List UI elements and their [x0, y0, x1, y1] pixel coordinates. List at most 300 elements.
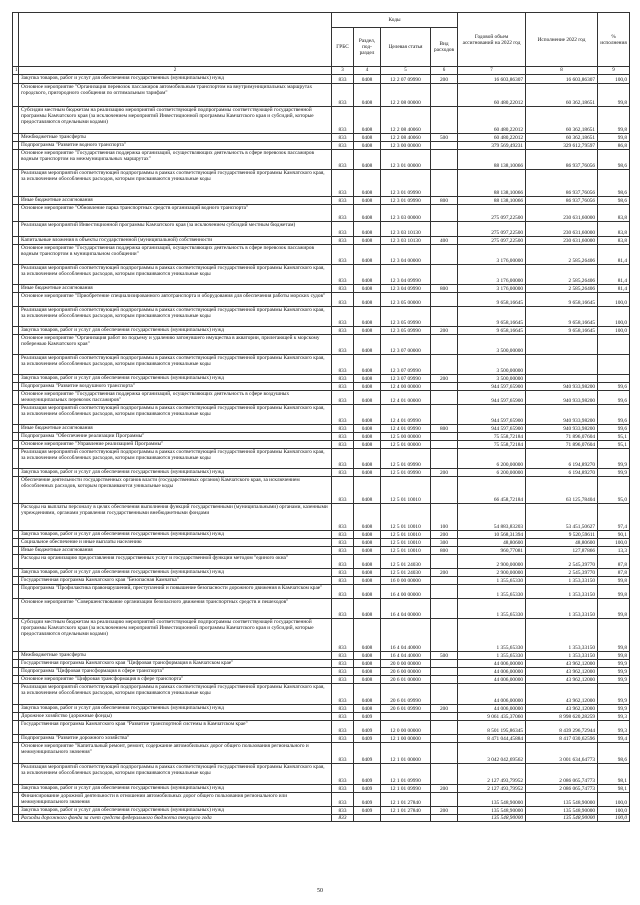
- row-annual: 44 006,00000: [458, 684, 526, 705]
- row-grbs: 833: [332, 441, 354, 449]
- row-annual: 60 480,22012: [458, 107, 526, 134]
- row-exp-type: [431, 743, 458, 764]
- row-target: 12 4 01 09990: [381, 425, 431, 433]
- row-executed: 48,80600: [526, 539, 598, 547]
- row-executed: 2 086 065,74773: [526, 785, 598, 793]
- table-row: [13, 441, 630, 449]
- row-percent: 86,8: [598, 142, 630, 150]
- row-target: 12 3 05 09990: [381, 307, 431, 327]
- row-grbs: 833: [332, 539, 354, 547]
- row-annual: 60 480,22012: [458, 134, 526, 142]
- table-row: [13, 245, 630, 265]
- row-section: 0408: [354, 245, 381, 265]
- row-percent: 99,9: [598, 668, 630, 676]
- row-section: 0408: [354, 142, 381, 150]
- table-row: [13, 793, 630, 807]
- row-section: 0408: [354, 197, 381, 205]
- row-annual: 2 127 493,79952: [458, 785, 526, 793]
- row-grbs: 833: [332, 222, 354, 237]
- table-row: [13, 577, 630, 585]
- table-row: [13, 75, 630, 84]
- table-row: [13, 222, 630, 237]
- row-grbs: 833: [332, 469, 354, 477]
- row-grbs: 833: [332, 764, 354, 785]
- row-grbs: 833: [332, 335, 354, 355]
- row-exp-type: [431, 405, 458, 425]
- row-executed: 135 548,90000: [526, 807, 598, 815]
- row-section: 0408: [354, 555, 381, 569]
- table-row: [13, 785, 630, 793]
- row-name: Основное мероприятие "Государственная поддержка организаций, осуществляющих деятельность в сфере воздушных межмуниципальных перевозок пассажиров": [19, 391, 332, 405]
- row-annual: 9 658,16645: [458, 327, 526, 335]
- row-name: Капитальные вложения в объекты государственной (муниципальной) собственности: [19, 237, 332, 245]
- row-grbs: 833: [332, 355, 354, 375]
- table-row: [13, 150, 630, 170]
- row-executed: 940 933,98200: [526, 425, 598, 433]
- row-percent: 99,9: [598, 449, 630, 469]
- row-exp-type: [431, 599, 458, 619]
- row-name: Подпрограмма "Цифровая трансформация в сфере транспорта": [19, 668, 332, 676]
- table-row: [13, 660, 630, 668]
- row-annual: 944 597,65900: [458, 425, 526, 433]
- row-section: 0408: [354, 134, 381, 142]
- row-percent: 99,9: [598, 676, 630, 684]
- col-number: 1: [13, 67, 19, 75]
- header-section: Раздел, под-раздел: [354, 28, 381, 67]
- row-name: Реализация мероприятий соответствующей подпрограммы в рамках соответствующей государственной программы Камчатского края, за исключением обособленных расходов, которым присваиваются уникальные коды: [19, 684, 332, 705]
- row-name: Закупка товаров, работ и услуг для обеспечения государственных (муниципальных) нужд: [19, 807, 332, 815]
- row-annual: 9 658,16645: [458, 293, 526, 307]
- row-section: 0408: [354, 477, 381, 504]
- row-annual: 9 061 435,37060: [458, 713, 526, 721]
- table-row: [13, 237, 630, 245]
- row-percent: 90,1: [598, 531, 630, 539]
- row-grbs: 833: [332, 599, 354, 619]
- row-exp-type: 500: [431, 134, 458, 142]
- row-grbs: 833: [332, 391, 354, 405]
- row-section: 0408: [354, 405, 381, 425]
- row-percent: [598, 335, 630, 355]
- row-grbs: 833: [332, 668, 354, 676]
- row-percent: 98,1: [598, 785, 630, 793]
- row-target: 12 5 01 24030: [381, 555, 431, 569]
- table-body: [13, 75, 630, 815]
- row-name: Основное мероприятие "Государственная поддержка организаций, осуществляющих деятельность в сфере перевозок пассажиров водным транспортом на межмуниципальных маршрутах": [19, 150, 332, 170]
- table-row: [13, 539, 630, 547]
- row-grbs: 833: [332, 705, 354, 713]
- row-percent: 99,8: [598, 84, 630, 107]
- row-section: 0408: [354, 449, 381, 469]
- row-exp-type: [431, 449, 458, 469]
- row-exp-type: [431, 735, 458, 743]
- row-grbs: 833: [332, 569, 354, 577]
- row-exp-type: 800: [431, 285, 458, 293]
- table-row: [13, 555, 630, 569]
- row-grbs: 833: [332, 547, 354, 555]
- table-row: [13, 449, 630, 469]
- table-row: [13, 569, 630, 577]
- row-annual: 3 176,00000: [458, 265, 526, 285]
- row-grbs: 833: [332, 383, 354, 391]
- row-exp-type: [431, 555, 458, 569]
- row-annual: 944 597,65900: [458, 383, 526, 391]
- row-exp-type: [431, 668, 458, 676]
- row-executed: 6 194,89270: [526, 449, 598, 469]
- table-row: [13, 764, 630, 785]
- col-number: 6: [431, 67, 458, 75]
- row-executed: 2 585,26406: [526, 245, 598, 265]
- row-executed: 43 962,12000: [526, 676, 598, 684]
- row-name: Реализация мероприятий соответствующей подпрограммы в рамках соответствующей государственной программы Камчатского края, за исключением обособленных расходов, которым присваиваются уникальные коды: [19, 307, 332, 327]
- row-target: 12 3 03 10130: [381, 237, 431, 245]
- row-name: Основное мероприятие "Организация работ по подъему и удалению затонувшего имущества в акватории, прилегающей к морскому побережью Камчатского края": [19, 335, 332, 355]
- table-row: [13, 676, 630, 684]
- row-name: Закупка товаров, работ и услуг для обеспечения государственных (муниципальных) нужд: [19, 75, 332, 84]
- row-grbs: 833: [332, 449, 354, 469]
- row-exp-type: [431, 660, 458, 668]
- row-annual: 3 042 042,69562: [458, 743, 526, 764]
- row-executed: 63 125,78404: [526, 477, 598, 504]
- row-annual: 10 568,31394: [458, 531, 526, 539]
- row-section: 0408: [354, 150, 381, 170]
- row-percent: 100,0: [598, 293, 630, 307]
- table-row: [13, 327, 630, 335]
- row-exp-type: [431, 793, 458, 807]
- row-target: 12 3 03 10130: [381, 222, 431, 237]
- row-percent: 100,0: [598, 793, 630, 807]
- row-annual: 944 597,65900: [458, 405, 526, 425]
- table-row: [13, 134, 630, 142]
- row-target: 12 3 03 00000: [381, 205, 431, 222]
- row-exp-type: 200: [431, 469, 458, 477]
- row-exp-type: [431, 307, 458, 327]
- table-row: [13, 807, 630, 815]
- footer-row: [13, 815, 630, 822]
- row-grbs: 833: [332, 237, 354, 245]
- row-target: 12 3 05 09990: [381, 327, 431, 335]
- row-executed: 329 612,79597: [526, 142, 598, 150]
- row-annual: 48,80600: [458, 539, 526, 547]
- row-target: 12 2 07 09990: [381, 75, 431, 84]
- row-percent: 99,9: [598, 469, 630, 477]
- row-section: 0408: [354, 441, 381, 449]
- row-name: Закупка товаров, работ и услуг для обеспечения государственных (муниципальных) нужд: [19, 785, 332, 793]
- footer-name: Расходы дорожного фонда за счет средств федерального бюджета текущего года: [19, 815, 332, 822]
- row-executed: 53 451,50627: [526, 504, 598, 531]
- row-section: 0408: [354, 293, 381, 307]
- row-executed: 6 194,89270: [526, 469, 598, 477]
- row-percent: 81,4: [598, 285, 630, 293]
- row-percent: 100,0: [598, 307, 630, 327]
- row-section: 0408: [354, 547, 381, 555]
- row-annual: 3 176,00000: [458, 245, 526, 265]
- row-section: 0409: [354, 713, 381, 721]
- row-name: Реализация мероприятий соответствующей подпрограммы в рамках соответствующей государственной программы Камчатского края, за исключением обособленных расходов, которым присваиваются уникальные коды: [19, 764, 332, 785]
- row-percent: 99,6: [598, 425, 630, 433]
- row-percent: 99,8: [598, 599, 630, 619]
- row-percent: [598, 375, 630, 383]
- row-annual: 75 558,72184: [458, 441, 526, 449]
- row-percent: 81,4: [598, 265, 630, 285]
- row-annual: 44 006,00000: [458, 676, 526, 684]
- row-percent: 100,0: [598, 75, 630, 84]
- row-target: 12 1 01 09990: [381, 785, 431, 793]
- row-section: 0408: [354, 335, 381, 355]
- row-target: 12 5 00 00000: [381, 433, 431, 441]
- row-target: 12 1 01 09990: [381, 764, 431, 785]
- row-grbs: 833: [332, 660, 354, 668]
- row-section: 0408: [354, 237, 381, 245]
- row-section: 0408: [354, 668, 381, 676]
- row-executed: 43 962,12000: [526, 684, 598, 705]
- table-row: [13, 743, 630, 764]
- row-annual: 2 900,00000: [458, 555, 526, 569]
- row-section: 0408: [354, 383, 381, 391]
- row-percent: 99,6: [598, 391, 630, 405]
- row-exp-type: [431, 245, 458, 265]
- row-exp-type: [431, 721, 458, 735]
- row-percent: 98,6: [598, 170, 630, 197]
- row-annual: 135 548,90000: [458, 807, 526, 815]
- row-percent: 99,6: [598, 383, 630, 391]
- row-percent: 83,8: [598, 237, 630, 245]
- row-exp-type: [431, 433, 458, 441]
- col-number: 9: [598, 67, 630, 75]
- row-executed: 230 631,60000: [526, 205, 598, 222]
- row-executed: 16 603,86307: [526, 75, 598, 84]
- row-annual: 135 548,90000: [458, 793, 526, 807]
- row-grbs: 833: [332, 197, 354, 205]
- row-executed: 230 631,60000: [526, 237, 598, 245]
- row-target: 12 5 01 00000: [381, 441, 431, 449]
- row-percent: 87,8: [598, 569, 630, 577]
- row-annual: 275 097,22500: [458, 222, 526, 237]
- row-exp-type: [431, 107, 458, 134]
- row-exp-type: 200: [431, 785, 458, 793]
- row-executed: 86 937,76056: [526, 170, 598, 197]
- table-row: [13, 433, 630, 441]
- row-section: 0408: [354, 705, 381, 713]
- row-name: Расходы на организацию предоставления государственных услуг и государственной функции методом "единого окна": [19, 555, 332, 569]
- row-annual: 275 097,22500: [458, 205, 526, 222]
- row-annual: 60 480,22012: [458, 84, 526, 107]
- row-exp-type: [431, 84, 458, 107]
- row-exp-type: [431, 150, 458, 170]
- row-executed: 135 548,90000: [526, 793, 598, 807]
- table-row: [13, 652, 630, 660]
- row-target: 20 6 01 09990: [381, 705, 431, 713]
- row-name: Закупка товаров, работ и услуг для обеспечения государственных (муниципальных) нужд: [19, 705, 332, 713]
- row-name: Реализация мероприятий соответствующей подпрограммы в рамках соответствующей государственной программы Камчатского края, за исключением обособленных расходов, которым присваиваются уникальные коды: [19, 265, 332, 285]
- table-row: [13, 469, 630, 477]
- row-grbs: 833: [332, 477, 354, 504]
- table-row: [13, 619, 630, 652]
- row-section: 0409: [354, 743, 381, 764]
- row-percent: 99,9: [598, 705, 630, 713]
- row-executed: [526, 335, 598, 355]
- row-grbs: 833: [332, 743, 354, 764]
- row-target: 12 3 07 00000: [381, 335, 431, 355]
- row-percent: 100,0: [598, 539, 630, 547]
- row-name: Финансирование дорожной деятельности в отношении автомобильных дорог общего пользования регионального или межмуниципального значения: [19, 793, 332, 807]
- row-target: 16 4 04 40000: [381, 619, 431, 652]
- row-exp-type: [431, 142, 458, 150]
- row-annual: 88 138,10066: [458, 197, 526, 205]
- row-executed: [526, 355, 598, 375]
- row-percent: 83,8: [598, 205, 630, 222]
- header-percent: % исполнения: [598, 13, 630, 67]
- row-grbs: 833: [332, 735, 354, 743]
- row-exp-type: 200: [431, 327, 458, 335]
- row-target: 12 5 01 10010: [381, 539, 431, 547]
- row-exp-type: 200: [431, 75, 458, 84]
- row-target: 12 3 01 09990: [381, 197, 431, 205]
- table-row: [13, 405, 630, 425]
- row-percent: 99,8: [598, 585, 630, 599]
- row-percent: 83,8: [598, 222, 630, 237]
- row-target: 12 1 01 27840: [381, 793, 431, 807]
- row-executed: 43 962,12000: [526, 705, 598, 713]
- row-section: 0408: [354, 577, 381, 585]
- row-percent: 87,8: [598, 555, 630, 569]
- row-section: 0409: [354, 807, 381, 815]
- row-name: Иные бюджетные ассигнования: [19, 285, 332, 293]
- row-target: 12 2 08 00000: [381, 84, 431, 107]
- row-target: 12 5 01 10010: [381, 547, 431, 555]
- table-row: [13, 477, 630, 504]
- row-percent: 98,1: [598, 764, 630, 785]
- row-section: 0408: [354, 265, 381, 285]
- header-annual: Годовой объем ассигнований на 2022 год: [458, 13, 526, 67]
- row-name: Закупка товаров, работ и услуг для обеспечения государственных (муниципальных) нужд: [19, 375, 332, 383]
- row-section: 0408: [354, 170, 381, 197]
- col-number: 7: [458, 67, 526, 75]
- header-name: [19, 13, 332, 67]
- row-target: 12 5 01 10010: [381, 531, 431, 539]
- row-name: Основное мероприятие "Цифровая трансформация в сфере транспорта": [19, 676, 332, 684]
- row-section: 0408: [354, 107, 381, 134]
- row-exp-type: [431, 170, 458, 197]
- row-executed: 8 998 620,28259: [526, 713, 598, 721]
- row-target: 12 5 01 10010: [381, 504, 431, 531]
- table-row: [13, 735, 630, 743]
- row-name: Основное мероприятие "Совершенствование организации безопасного движения транспортных средств и пешеходов": [19, 599, 332, 619]
- row-annual: 16 603,86307: [458, 75, 526, 84]
- row-name: Межбюджетные трансферты: [19, 652, 332, 660]
- row-section: 0408: [354, 684, 381, 705]
- table-row: [13, 547, 630, 555]
- footer-exp-type: [431, 815, 458, 822]
- footer-grbs: 833: [332, 815, 354, 822]
- row-annual: 960,77081: [458, 547, 526, 555]
- row-name: Основное мероприятие "Организация перевозок пассажиров автомобильным транспортом на внутримуниципальных маршрутах городского, пригородного сообщения по оптимальным тарифам": [19, 84, 332, 107]
- row-annual: 1 355,65330: [458, 652, 526, 660]
- row-annual: 54 883,83203: [458, 504, 526, 531]
- row-section: 0408: [354, 433, 381, 441]
- row-exp-type: 100: [431, 504, 458, 531]
- table-row: [13, 142, 630, 150]
- row-target: 16 4 04 40000: [381, 652, 431, 660]
- row-section: 0408: [354, 676, 381, 684]
- row-executed: 1 353,33150: [526, 577, 598, 585]
- row-executed: 9 658,16645: [526, 293, 598, 307]
- row-exp-type: 400: [431, 237, 458, 245]
- table-row: [13, 668, 630, 676]
- row-exp-type: [431, 577, 458, 585]
- row-grbs: 833: [332, 205, 354, 222]
- row-target: 12 5 01 09990: [381, 449, 431, 469]
- row-executed: 2 545,39770: [526, 569, 598, 577]
- col-number: 5: [381, 67, 431, 75]
- row-target: 12 4 00 00000: [381, 383, 431, 391]
- row-section: 0408: [354, 355, 381, 375]
- row-grbs: 833: [332, 285, 354, 293]
- row-executed: 940 933,98200: [526, 383, 598, 391]
- table-row: [13, 205, 630, 222]
- row-exp-type: [431, 764, 458, 785]
- row-executed: [526, 375, 598, 383]
- row-percent: 95,1: [598, 433, 630, 441]
- row-name: Основное мероприятие "Управление реализацией Программы": [19, 441, 332, 449]
- row-exp-type: 800: [431, 425, 458, 433]
- row-target: 12 3 04 00000: [381, 245, 431, 265]
- row-exp-type: [431, 391, 458, 405]
- row-percent: 99,4: [598, 735, 630, 743]
- row-annual: 3 500,00000: [458, 355, 526, 375]
- row-annual: 6 200,00000: [458, 449, 526, 469]
- row-section: 0408: [354, 425, 381, 433]
- row-grbs: 833: [332, 134, 354, 142]
- row-percent: 95,0: [598, 477, 630, 504]
- row-percent: 95,1: [598, 441, 630, 449]
- row-executed: 1 353,33150: [526, 652, 598, 660]
- row-target: 20 6 00 00000: [381, 668, 431, 676]
- row-target: 12 5 01 24030: [381, 569, 431, 577]
- row-target: 12 3 07 09990: [381, 375, 431, 383]
- row-name: Закупка товаров, работ и услуг для обеспечения государственных (муниципальных) нужд: [19, 469, 332, 477]
- row-executed: 71 896,07604: [526, 433, 598, 441]
- row-section: 0408: [354, 652, 381, 660]
- row-section: 0408: [354, 327, 381, 335]
- row-name: Государственная программа Камчатского края "Цифровая трансформация в Камчатском крае": [19, 660, 332, 668]
- row-executed: 8 439 296,72944: [526, 721, 598, 735]
- table-row: [13, 335, 630, 355]
- row-percent: 99,8: [598, 134, 630, 142]
- row-exp-type: [431, 222, 458, 237]
- row-executed: 86 937,76056: [526, 150, 598, 170]
- row-grbs: 833: [332, 327, 354, 335]
- row-name: Основное мероприятие "Обновление парка транспортных средств организаций водного транспорта": [19, 205, 332, 222]
- row-name: Закупка товаров, работ и услуг для обеспечения государственных (муниципальных) нужд: [19, 569, 332, 577]
- row-name: Дорожное хозяйство (дорожные фонды): [19, 713, 332, 721]
- row-executed: 3 001 634,64773: [526, 743, 598, 764]
- row-annual: 44 006,00000: [458, 705, 526, 713]
- table-row: [13, 721, 630, 735]
- row-target: 12 1 00 00000: [381, 735, 431, 743]
- row-target: [381, 713, 431, 721]
- row-target: 12 4 01 00000: [381, 391, 431, 405]
- row-grbs: 833: [332, 807, 354, 815]
- row-section: 0409: [354, 764, 381, 785]
- row-section: 0409: [354, 735, 381, 743]
- row-percent: 99,6: [598, 405, 630, 425]
- col-number: 2: [19, 67, 332, 75]
- col-number: 3: [332, 67, 354, 75]
- row-percent: 99,9: [598, 684, 630, 705]
- row-annual: 1 355,65330: [458, 577, 526, 585]
- row-annual: 75 558,72184: [458, 433, 526, 441]
- row-name: Реализация мероприятий соответствующей подпрограммы в рамках соответствующей государственной программы Камчатского края, за исключением обособленных расходов, которым присваиваются уникальные коды: [19, 449, 332, 469]
